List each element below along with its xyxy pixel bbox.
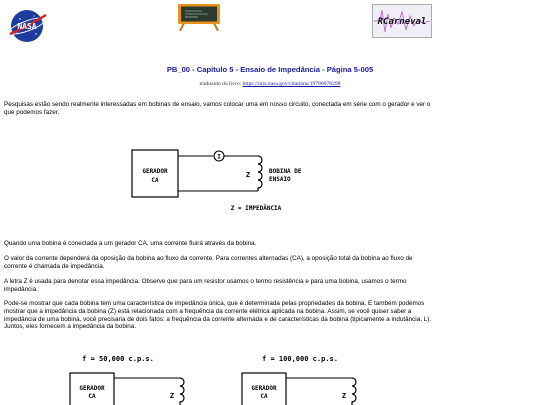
paragraph-opposition: O valor da corrente dependerá da oposição da bobina ao fluxo da corrente. Para correntes alternadas (CA), a oposição total da bobina ao fluxo de corrente é chamada de impedância.	[4, 255, 413, 270]
nasa-logo	[6, 7, 50, 45]
circuit-diagram-50k	[60, 350, 200, 405]
generator-sublabel: CA	[88, 393, 96, 400]
generator-label: GERADOR	[79, 385, 105, 392]
generator-sublabel: CA	[151, 177, 159, 184]
ammeter-symbol: I	[217, 153, 221, 161]
coil-label: BOBINA DE	[269, 168, 302, 175]
generator-label: GERADOR	[251, 385, 277, 392]
generator-sublabel: CA	[260, 393, 268, 400]
coil-sublabel: ENSAIO	[269, 176, 291, 183]
impedance-z-label: Z	[245, 171, 251, 179]
rcarneval-logo	[372, 4, 432, 38]
rcarneval-logo-text: RCarneval	[377, 17, 427, 27]
coil-icon	[258, 156, 262, 191]
page-title: PB_00 - Capítulo 5 - Ensaio de Impedância - Página 5-005	[166, 65, 374, 74]
frequency-label: f = 50,000 c.p.s.	[82, 355, 154, 363]
diagram-caption: Z = IMPEDÂNCIA	[230, 205, 282, 212]
paragraph-intro: Pesquisas estão sendo realmente interessadas em bobinas de ensaio, vamos colocar uma em nosso circuito, conectada em série com o gerador e ver o que podemos fazer.	[4, 101, 431, 116]
generator-label: GERADOR	[142, 168, 168, 175]
source-prefix: traduzido do livro:	[199, 81, 243, 87]
nasa-logo-text: NASA	[17, 22, 37, 31]
impedance-z-label: Z	[341, 392, 347, 400]
coil-icon	[180, 378, 184, 405]
source-link[interactable]: https://ntrs.nasa.gov/citations/19780078298	[242, 81, 341, 87]
chalkboard-icon	[176, 3, 222, 31]
impedance-z-label: Z	[169, 392, 175, 400]
circuit-diagram-100k	[232, 350, 372, 405]
paragraph-frequency: Pode-se mostrar que cada bobina tem uma característica de impedância única, que é determinada pelas propriedades da bobina. E também podemos mostrar que a impedância da bobina (Z) está relacionada com a frequência da corrente elétrica aplicada na bobina. Assim, se você quiser saber a impedância de uma bobina, você precisaria de dois fatos: a frequência da corrente alternada e de características da bobina (tipicamente a indutância, L). Juntos, eles fornecem a impedância da bobina.	[4, 300, 432, 331]
circuit-diagram-main	[128, 146, 318, 216]
coil-icon	[352, 378, 356, 405]
paragraph-current: Quando uma bobina é conectada a um gerador CA, uma corrente fluirá através da bobina.	[4, 240, 257, 247]
frequency-label: f = 100,000 c.p.s.	[262, 355, 338, 363]
source-line	[0, 81, 540, 87]
paragraph-letter-z: A letra Z é usada para denotar essa impedância. Observe que para um resistor usamos o termo resistência e para uma bobina, usamos o termo impedância.	[4, 278, 407, 293]
